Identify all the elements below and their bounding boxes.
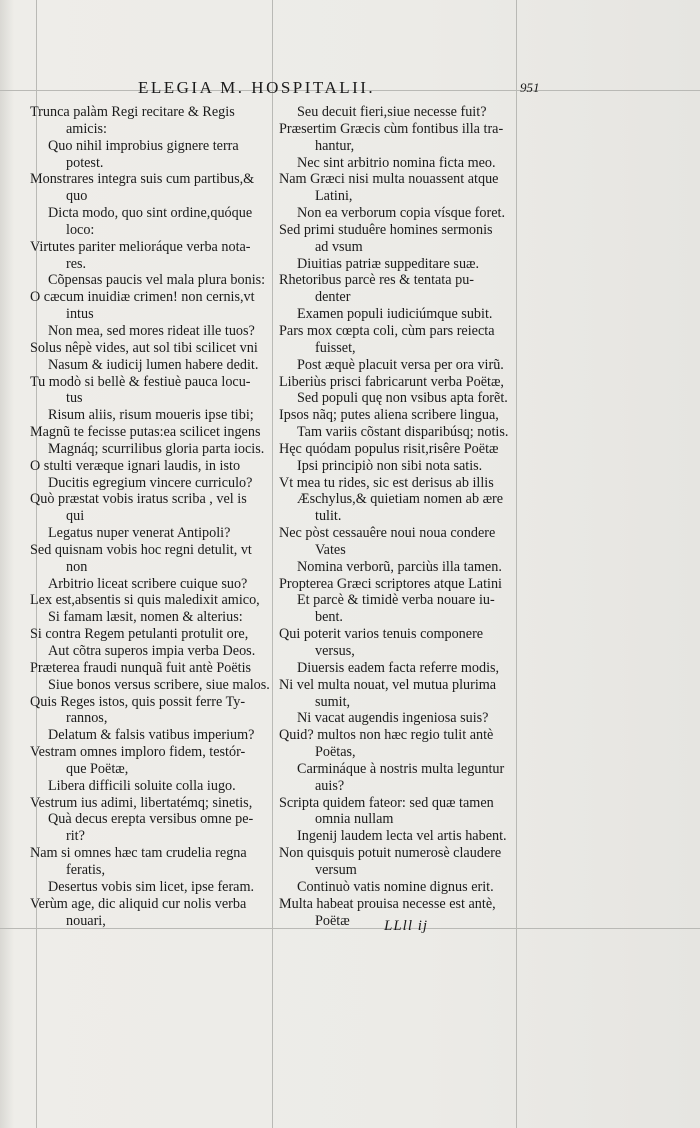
verse-line: Trunca palàm Regi recitare & Regis [30, 104, 235, 120]
verse-line: Poëtæ [315, 912, 350, 929]
verse-line: Pars mox cœpta coli, cùm pars reiecta [279, 322, 495, 339]
verse-line: Legatus nuper venerat Antipoli? [48, 525, 231, 542]
verse-line: Propterea Græci scriptores atque Latini [279, 575, 502, 592]
verse-line: loco: [66, 221, 95, 238]
page-number: 951 [520, 80, 540, 95]
verse-line: Virtutes pariter melioráque verba nota- [30, 238, 251, 255]
verse-line: Magnáq; scurrilibus gloria parta iocis. [48, 440, 265, 457]
verse-line: Sed primi studuêre homines sermonis [279, 221, 493, 238]
verse-line: Præsertim Græcis cùm fontibus illa tra- [279, 120, 504, 137]
verse-line: amicis: [66, 120, 107, 137]
verse-line: Libera difficili soluite colla iugo. [48, 777, 236, 794]
verse-line: Quo nihil improbius gignere terra [48, 137, 239, 154]
verse-line: quo [66, 188, 88, 205]
verse-line: Risum aliis, risum moueris ipse tibi; [48, 407, 254, 424]
verse-line: O stulti veræque ignari laudis, in isto [30, 457, 241, 474]
verse-line: nouari, [66, 912, 106, 929]
verse-line: Carmináque à nostris multa leguntur [297, 760, 505, 777]
verse-line: res. [66, 255, 87, 272]
verse-line: Tu modò si bellè & festiuè pauca locu- [30, 373, 251, 390]
verse-line: Cõpensas paucis vel mala plura bonis: [48, 272, 266, 289]
verse-line: Post æquè placuit versa per ora virũ. [297, 356, 504, 373]
verse-line: versum [315, 861, 357, 878]
verse-line: Siue bonos versus scribere, siue malos. [48, 676, 270, 693]
verse-line: rannos, [66, 710, 108, 727]
verse-line: Ingenij laudem lecta vel artis habent. [297, 828, 507, 845]
verse-line: Quà decus erepta versibus omne pe- [48, 811, 254, 828]
verse-line: Vt mea tu rides, sic est derisus ab illis [279, 474, 494, 491]
verse-line: O cæcum inuidiæ crimen! non cernis,vt [30, 289, 255, 306]
verse-line: Nomina verborũ, parciùs illa tamen. [297, 558, 502, 575]
verse-line: non [66, 558, 88, 575]
verse-line: Si contra Regem petulanti protulit ore, [30, 626, 249, 643]
verse-line: sumit, [315, 693, 351, 710]
verse-line: Delatum & falsis vatibus imperium? [48, 727, 255, 744]
verse-line: Non ea verborum copia vísque foret. [297, 205, 506, 222]
verse-line: Non quisquis potuit numerosè claudere [279, 845, 502, 862]
verse-line: Non mea, sed mores rideat ille tuos? [48, 322, 255, 339]
verse-line: qui [66, 508, 85, 525]
verse-line: versus, [315, 643, 355, 659]
verse-line: intus [66, 306, 94, 323]
verse-line: Sed quisnam vobis hoc regni detulit, vt [30, 541, 252, 558]
verse-line: ad vsum [315, 238, 363, 255]
verse-line: Nam si omnes hæc tam crudelia regna [30, 845, 247, 862]
verse-line: Nam Græci nisi multa nouassent atque [279, 171, 499, 188]
verse-line: Vestram omnes imploro fidem, testór- [30, 744, 246, 761]
verse-line: Quid? multos non hæc regio tulit antè [279, 727, 494, 744]
verse-line: Multa habeat prouisa necesse est antè, [279, 895, 496, 912]
verse-line: feratis, [66, 861, 105, 878]
signature-mark: LLll ij [384, 918, 429, 934]
verse-line: Continuò vatis nomine dignus erit. [297, 878, 494, 895]
verse-line: Seu decuit fieri,siue necesse fuit? [297, 104, 487, 120]
verse-line: Ducitis egregium vincere curriculo? [48, 474, 253, 491]
verse-line: Scripta quidem fateor: sed quæ tamen [279, 794, 494, 811]
verse-line: Quis Reges istos, quis possit ferre Ty- [30, 693, 246, 710]
verse-line: fuisset, [315, 339, 356, 356]
verse-line: Vestrum ius adimi, libertatémq; sinetis, [30, 794, 253, 811]
verse-line: Sed populi quę non vsibus apta forẽt. [297, 390, 508, 407]
running-header: ELEGIA M. HOSPITALII. [138, 78, 376, 97]
verse-line: Ni vel multa nouat, vel mutua plurima [279, 676, 497, 693]
verse-line: Præterea fraudi nunquã fuit antè Poëtis [30, 659, 252, 676]
verse-line: que Poëtæ, [66, 760, 129, 777]
verse-line: rit? [66, 828, 85, 845]
verse-line: Nec sint arbitrio nomina ficta meo. [297, 154, 496, 171]
verse-line: Et parcè & timidè verba nouare iu- [297, 592, 495, 609]
verse-line: Liberiùs prisci fabricarunt verba Poëtæ, [279, 373, 504, 390]
rule-line [272, 0, 273, 1128]
verse-line: hantur, [315, 137, 355, 154]
verse-line: auis? [315, 777, 345, 794]
verse-line: Hęc quódam populus risit,risêre Poëtæ [279, 440, 499, 457]
verse-line: Verùm age, dic aliquid cur nolis verba [30, 895, 247, 912]
verse-line: Nasum & iudicij lumen habere dedit. [48, 356, 259, 373]
verse-line: Lex est,absentis si quis maledixit amico, [30, 592, 260, 609]
verse-line: Nec pòst cessauêre noui noua condere [279, 525, 496, 542]
verse-line: tulit. [315, 508, 342, 525]
verse-line: Dicta modo, quo sint ordine,quóque [48, 205, 253, 222]
verse-line: Ipsos nãq; putes aliena scribere lingua, [279, 407, 499, 424]
verse-line: Examen populi iudiciúmque subit. [297, 306, 493, 323]
verse-line: Arbitrio liceat scribere cuique suo? [48, 575, 248, 592]
verse-line: Vates [315, 541, 346, 558]
verse-line: Diuitias patriæ suppeditare suæ. [297, 255, 480, 272]
verse-line: Rhetoribus parcè res & tentata pu- [279, 272, 475, 289]
rule-line [516, 0, 517, 1128]
verse-line: bent. [315, 609, 343, 626]
verse-line: Magnũ te fecisse putas:ea scilicet ingens [30, 424, 261, 441]
left-text-column [30, 104, 272, 929]
verse-line: omnia nullam [315, 811, 394, 828]
verse-line: Latini, [315, 188, 353, 205]
verse-line: denter [315, 289, 351, 306]
verse-line: Aut cõtra superos impia verba Deos. [48, 643, 256, 659]
verse-line: Monstrares integra suis cum partibus,& [30, 171, 255, 188]
verse-line: Desertus vobis sim licet, ipse feram. [48, 878, 255, 895]
verse-line: Qui poterit varios tenuis componere [279, 626, 484, 643]
verse-line: Poëtas, [315, 744, 356, 761]
verse-line: Ipsi principiò non sibi nota satis. [297, 457, 483, 474]
verse-line: Quò præstat vobis iratus scriba , vel is [30, 491, 247, 508]
right-text-column [279, 104, 515, 929]
verse-line: Si famam læsit, nomen & alterius: [48, 609, 243, 626]
verse-line: Ni vacat augendis ingeniosa suis? [297, 710, 489, 727]
verse-line: Solus nêpè vides, aut sol tibi scilicet vni [30, 339, 258, 356]
verse-line: tus [66, 390, 83, 407]
verse-line: potest. [66, 154, 104, 171]
verse-line: Diuersis eadem facta referre modis, [297, 659, 500, 676]
verse-line: Tam variis cõstant disparibúsq; notis. [297, 424, 509, 441]
verse-line: Æschylus,& quietiam nomen ab ære [297, 491, 504, 508]
